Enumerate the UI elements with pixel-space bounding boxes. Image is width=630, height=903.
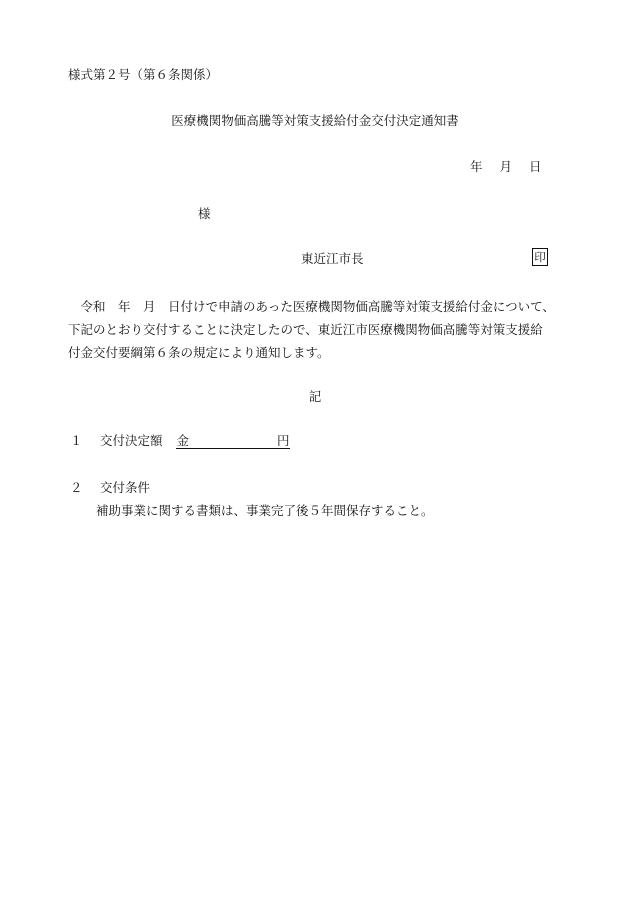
amount-field — [176, 434, 289, 449]
body-line: 下記のとおり交付することに決定したので、東近江市医療機関物価高騰等対策支援給 — [68, 322, 543, 337]
item-grant-amount — [70, 432, 290, 450]
ki-heading: 記 — [308, 389, 322, 404]
body-line: 付金交付要綱第６条の規定により通知します。 — [68, 345, 330, 360]
amount-prefix: 金 — [176, 433, 189, 448]
form-number: 様式第２号（第６条関係） — [68, 67, 219, 82]
document-title: 医療機関物価高騰等対策支援給付金交付決定通知書 — [171, 113, 459, 128]
seal-box: 印 — [532, 248, 548, 266]
body-line: 令和 年 月 日付けで申請のあった医療機関物価高騰等対策支援給付金について、 — [68, 299, 555, 314]
item-conditions — [70, 479, 150, 497]
date-month-label: 月 — [499, 159, 513, 174]
date-day-label: 日 — [528, 159, 542, 174]
issuer-name: 東近江市長 — [301, 251, 364, 266]
item-label: 交付決定額 — [99, 433, 163, 448]
conditions-description: 補助事業に関する書類は、事業完了後５年間保存すること。 — [96, 503, 434, 518]
recipient-suffix: 様 — [198, 206, 211, 221]
item-number: ２ — [70, 480, 83, 495]
amount-suffix: 円 — [277, 433, 290, 448]
date-year-label: 年 — [469, 159, 483, 174]
item-number: １ — [70, 433, 83, 448]
body-paragraph — [68, 295, 588, 364]
item-label: 交付条件 — [99, 480, 150, 495]
date-line — [470, 158, 542, 176]
